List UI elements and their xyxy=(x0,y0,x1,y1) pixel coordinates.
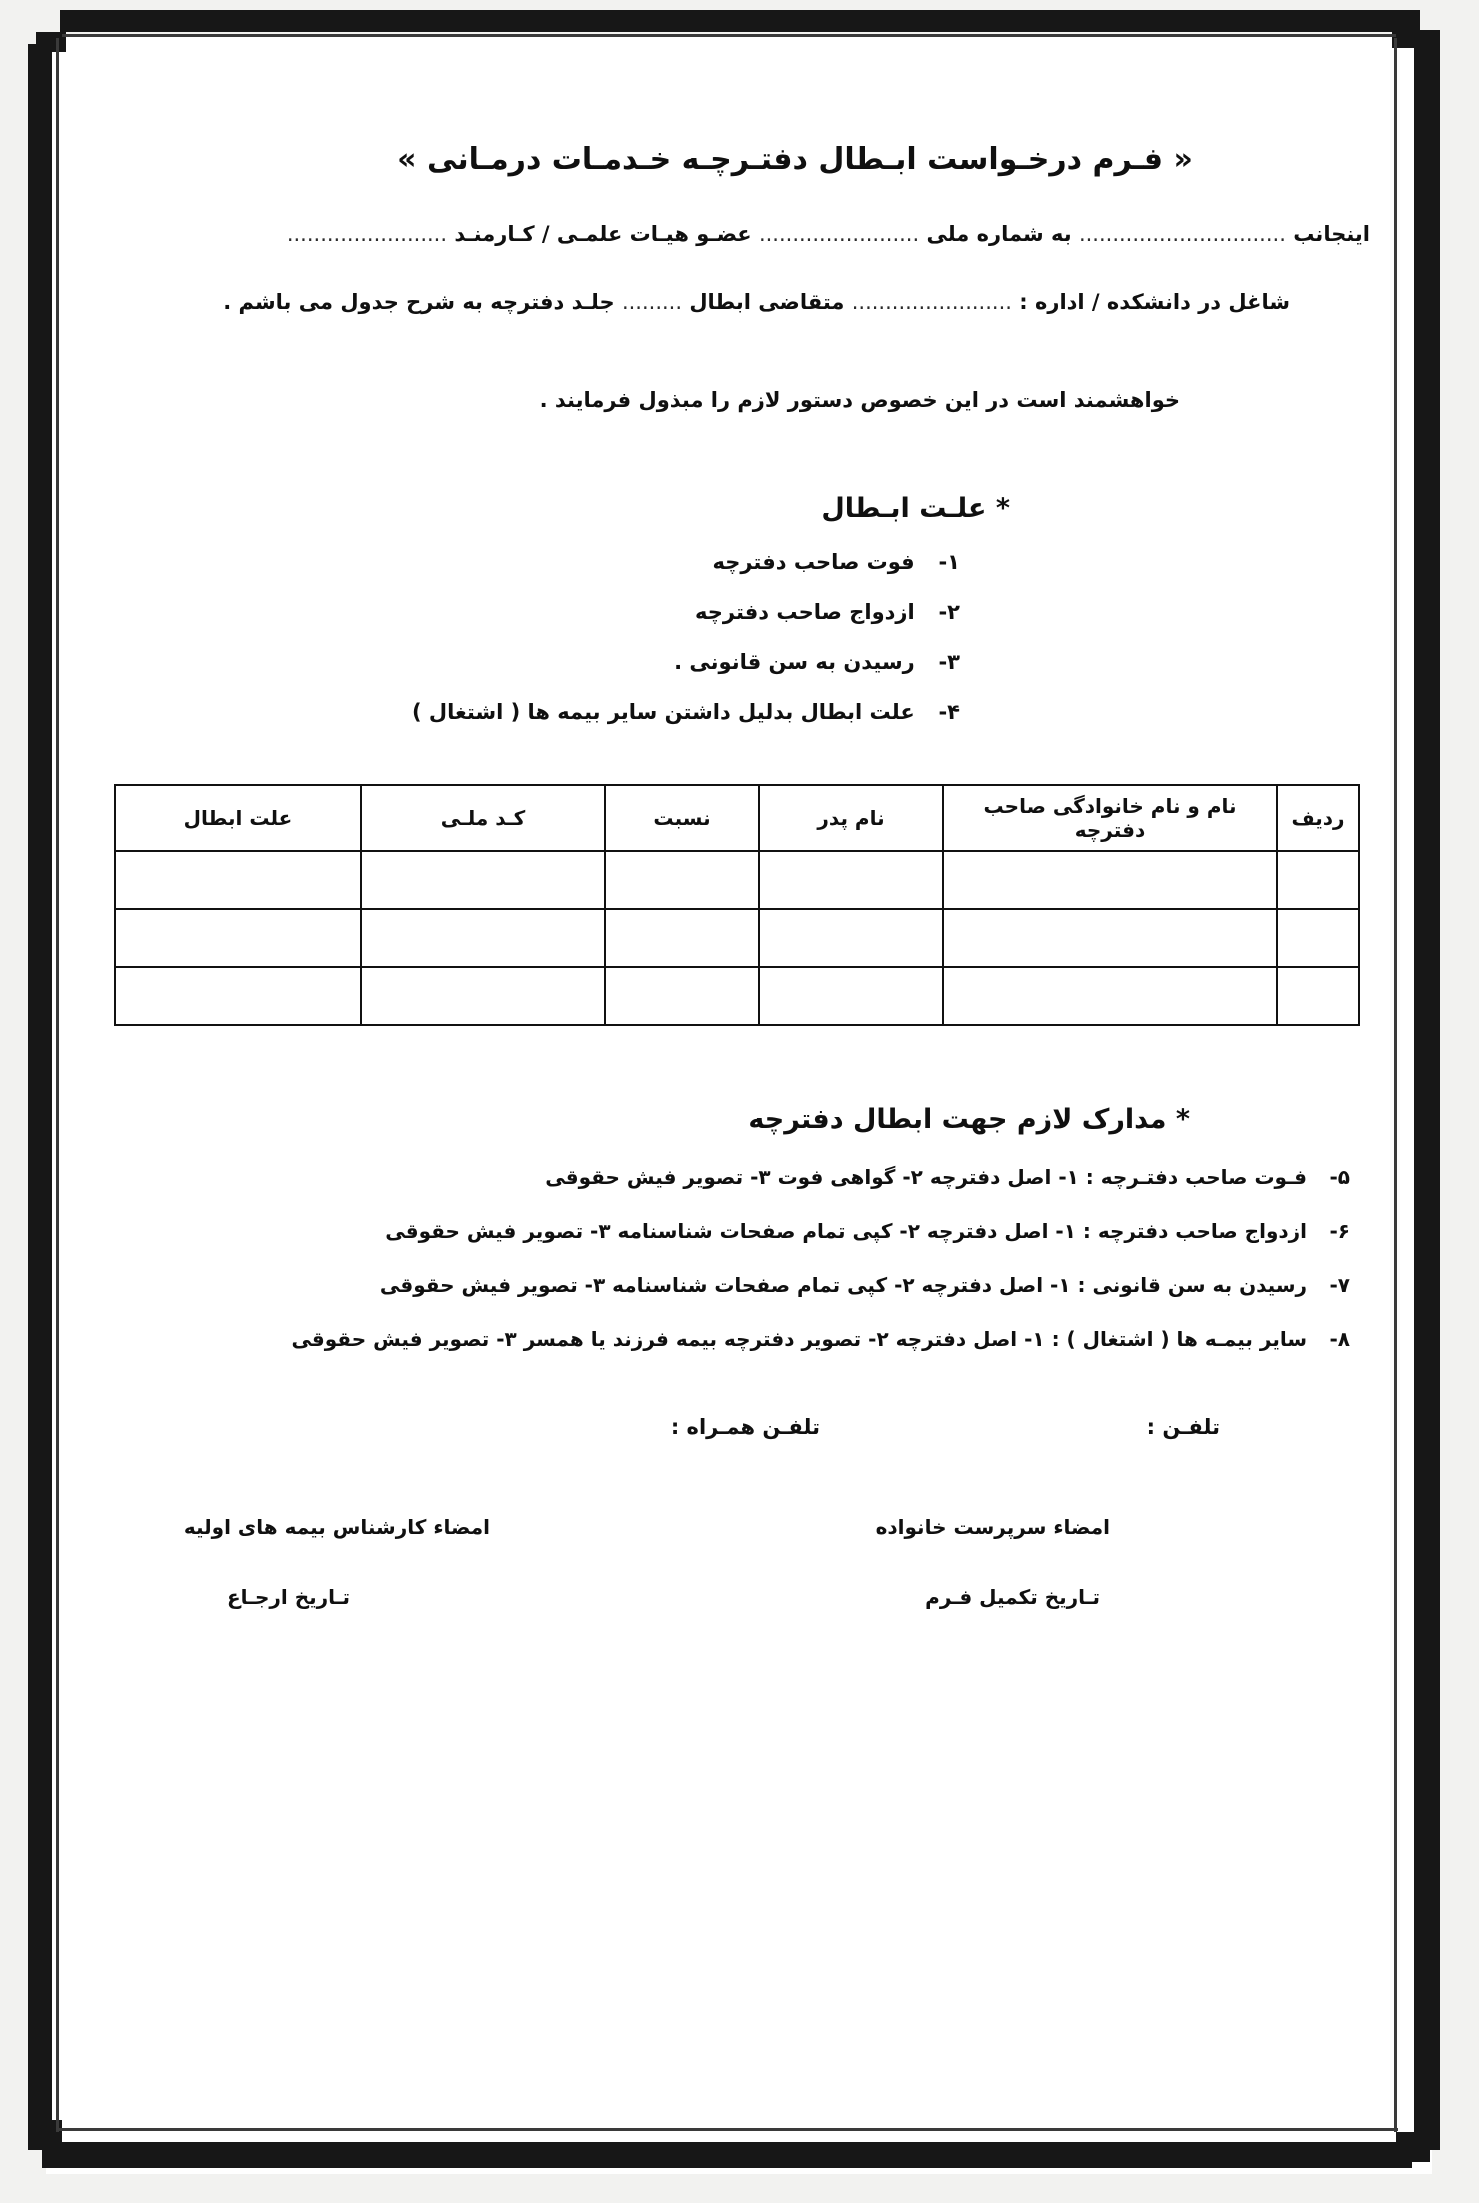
column-header-relation: نسبت xyxy=(605,785,759,851)
doc-number: ۵- xyxy=(1329,1164,1350,1189)
page-border-right xyxy=(1394,38,1397,2132)
cell-national-code[interactable] xyxy=(361,851,605,909)
table-row[interactable] xyxy=(115,851,1359,909)
scan-edge-bottom-right xyxy=(1396,2132,1430,2162)
scan-edge-bottom xyxy=(42,2142,1412,2168)
intro-label-national-id: به شماره ملی xyxy=(926,222,1072,246)
reasons-heading: * علـت ابـطال xyxy=(821,492,1010,524)
cell-reason[interactable] xyxy=(115,967,361,1025)
doc-text: سایر بیمـه ها ( اشتغال ) : ١- اصل دفترچه ٢- تصویر دفترچه بیمه فرزند یا همسر ٣- تصویر فیش حقوقی xyxy=(291,1326,1308,1351)
reason-text: رسیدن به سن قانونی . xyxy=(674,649,915,674)
table-header-row xyxy=(115,785,1359,851)
reason-number: ۴- xyxy=(938,699,960,724)
reason-text: فوت صاحب دفترچه xyxy=(712,549,915,574)
cell-father-name[interactable] xyxy=(759,851,943,909)
page-title: « فـرم درخـواست ابـطال دفتـرچـه خـدمـات درمـانی » xyxy=(397,142,1193,177)
doc-text: ازدواج صاحب دفترچه : ١- اصل دفترچه ٢- کپی تمام صفحات شناسنامه ٣- تصویر فیش حقوقی xyxy=(385,1218,1308,1243)
page-border-bottom xyxy=(58,2128,1398,2131)
scan-edge-left xyxy=(28,44,52,2144)
intro-dots-1: ............................... xyxy=(1078,222,1286,246)
cell-row-number[interactable] xyxy=(1277,851,1359,909)
column-header-father-name: نام پدر xyxy=(759,785,943,851)
intro-dots-3: ........................ xyxy=(286,222,448,246)
doc-text: رسیدن به سن قانونی : ١- اصل دفترچه ٢- کپی تمام صفحات شناسنامه ٣- تصویر فیش حقوقی xyxy=(379,1272,1308,1297)
doc-number: ۶- xyxy=(1329,1218,1350,1243)
page-border-left xyxy=(56,38,59,2132)
form-completion-date-label: تـاریخ تکمیل فـرم xyxy=(925,1584,1100,1609)
signature-block xyxy=(90,1515,1390,1655)
column-header-national-code: کـد ملـی xyxy=(361,785,605,851)
contact-row xyxy=(90,1415,1390,1451)
intro-label-applicant: اینجانب xyxy=(1293,222,1370,246)
intro-dots-4: ........................ xyxy=(851,289,1012,314)
cell-father-name[interactable] xyxy=(759,967,943,1025)
page-border-top xyxy=(62,34,1396,37)
reason-text: ازدواج صاحب دفترچه xyxy=(695,599,915,624)
cell-reason[interactable] xyxy=(115,909,361,967)
list-item xyxy=(90,1273,1350,1297)
cell-national-code[interactable] xyxy=(361,909,605,967)
cell-row-number[interactable] xyxy=(1277,909,1359,967)
required-documents-heading: * مدارک لازم جهت ابطال دفترچه xyxy=(748,1103,1190,1135)
column-header-full-name: نام و نام خانوادگی صاحب دفترچه xyxy=(943,785,1277,851)
list-item xyxy=(90,1219,1350,1243)
list-item xyxy=(90,1165,1350,1189)
list-item xyxy=(90,550,960,574)
scan-edge-right xyxy=(1414,30,1440,2150)
intro-dots-5: ......... xyxy=(621,289,683,314)
doc-number: ٨- xyxy=(1329,1326,1350,1351)
family-head-signature-label: امضاء سرپرست خانواده xyxy=(875,1514,1110,1539)
cell-relation[interactable] xyxy=(605,967,759,1025)
cell-national-code[interactable] xyxy=(361,967,605,1025)
cell-full-name[interactable] xyxy=(943,967,1277,1025)
intro-label-role: عضـو هیـات علمـی / کـارمنـد xyxy=(454,222,752,246)
intro-line-1 xyxy=(90,215,1390,255)
column-header-row-number: ردیف xyxy=(1277,785,1359,851)
column-header-reason: علت ابطال xyxy=(115,785,361,851)
cell-relation[interactable] xyxy=(605,851,759,909)
cell-reason[interactable] xyxy=(115,851,361,909)
intro-label-request: متقاضی ابطال xyxy=(689,289,845,314)
reason-number: ١- xyxy=(938,549,960,574)
intro-label-faculty: شاغل در دانشکده / اداره : xyxy=(1019,289,1290,314)
cell-father-name[interactable] xyxy=(759,909,943,967)
cell-full-name[interactable] xyxy=(943,851,1277,909)
table-row[interactable] xyxy=(115,967,1359,1025)
required-documents-list xyxy=(90,1165,1390,1351)
reasons-list xyxy=(90,550,1390,724)
doc-text: فـوت صاحب دفتـرچه : ١- اصل دفترچه ٢- گواهی فوت ٣- تصویر فیش حقوقی xyxy=(545,1164,1308,1189)
referral-date-label: تـاریخ ارجـاع xyxy=(226,1584,350,1609)
mobile-label: تلفـن همـراه : xyxy=(670,1414,820,1439)
reason-text: علت ابطال بدلیل داشتن سایر بیمه ها ( اشتغال ) xyxy=(412,699,915,724)
telephone-label: تلفـن : xyxy=(1146,1414,1220,1439)
doc-number: ٧- xyxy=(1329,1272,1350,1297)
intro-line-2 xyxy=(90,283,1390,323)
cell-full-name[interactable] xyxy=(943,909,1277,967)
intro-dots-2: ........................ xyxy=(758,222,920,246)
intro-line-3: خواهشمند است در این خصوص دستور لازم را مبذول فرمایند . xyxy=(539,387,1180,412)
list-item xyxy=(90,700,960,724)
booklet-holders-table xyxy=(114,784,1360,1026)
cell-row-number[interactable] xyxy=(1277,967,1359,1025)
table-row[interactable] xyxy=(115,909,1359,967)
reason-number: ٢- xyxy=(938,599,960,624)
list-item xyxy=(90,650,960,674)
cell-relation[interactable] xyxy=(605,909,759,967)
form-content xyxy=(90,70,1390,2110)
insurance-expert-signature-label: امضاء کارشناس بیمه های اولیه xyxy=(183,1514,490,1539)
intro-label-booklets: جلـد دفترچه به شرح جدول می باشم . xyxy=(223,289,615,314)
list-item xyxy=(90,600,960,624)
scan-edge-top xyxy=(60,10,1420,32)
reason-number: ٣- xyxy=(938,649,960,674)
list-item xyxy=(90,1327,1350,1351)
